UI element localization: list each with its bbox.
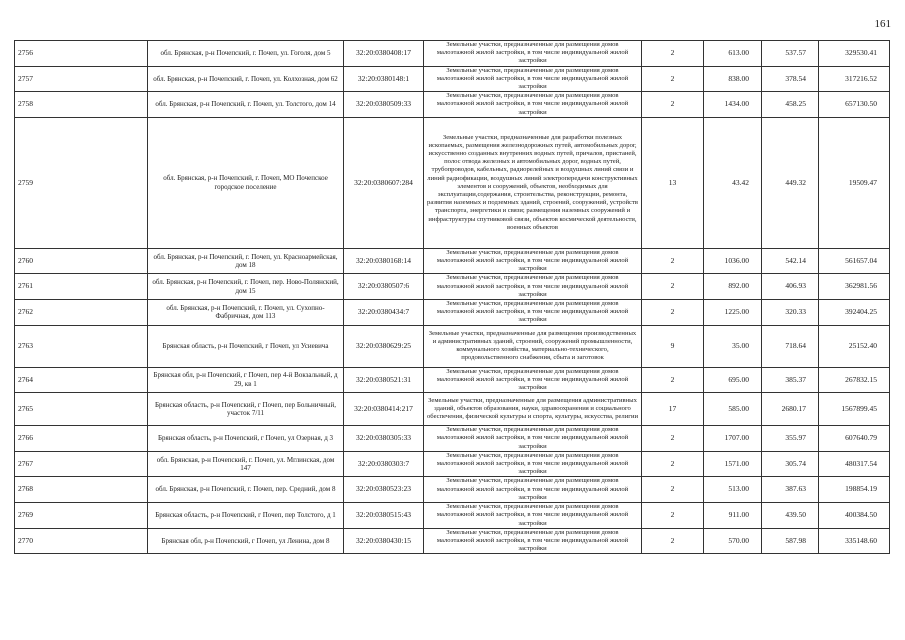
cell-address: Брянская область, р-н Почепский, г Почеп, ул Озерная, д 3 [148,426,344,452]
cell-address: обл. Брянская, р-н Почепский, г. Почеп, МО Почепское городское поселение [148,117,344,248]
cell-cadastral-number: 32:20:0380430:15 [344,528,424,554]
cell-number: 2758 [15,92,148,118]
cell-area: 1225.00 [704,300,762,326]
cell-land-use: Земельные участки, предназначенные для размещения домов малоэтажной жилой застройки, в том числе индивидуальной жилой застройки [424,92,642,118]
cell-land-use: Земельные участки, предназначенные для размещения домов малоэтажной жилой застройки, в том числе индивидуальной жилой застройки [424,367,642,393]
cell-cadastral-value: 607640.79 [819,426,890,452]
cell-area: 35.00 [704,325,762,367]
table-row [15,248,890,274]
cell-group: 2 [642,451,704,477]
cell-cadastral-number: 32:20:0380305:33 [344,426,424,452]
cell-number: 2763 [15,325,148,367]
cell-group: 2 [642,300,704,326]
cell-cadastral-value: 1567899.45 [819,393,890,426]
table-row [15,528,890,554]
cell-address: Брянская область, р-н Почепский, г Почеп, ул Усиевича [148,325,344,367]
cell-cadastral-number: 32:20:0380521:31 [344,367,424,393]
cell-cadastral-value: 392404.25 [819,300,890,326]
cell-rate: 305.74 [762,451,819,477]
cell-area: 1434.00 [704,92,762,118]
cell-land-use: Земельные участки, предназначенные для размещения домов малоэтажной жилой застройки, в том числе индивидуальной жилой застройки [424,274,642,300]
cell-rate: 439.50 [762,503,819,529]
cell-group: 17 [642,393,704,426]
cell-land-use: Земельные участки, предназначенные для размещения производственных и административных зданий, строений, сооружений промышленности, коммунального хозяйства, материально-технического, продовольственного снабжения, сбыта и заготовок [424,325,642,367]
cell-cadastral-value: 329530.41 [819,41,890,67]
cell-rate: 385.37 [762,367,819,393]
cell-rate: 537.57 [762,41,819,67]
cell-number: 2769 [15,503,148,529]
table-row [15,117,890,248]
cell-address: обл. Брянская, р-н Почепский, г. Почеп, пер. Ново-Полянский, дом 15 [148,274,344,300]
cell-land-use: Земельные участки, предназначенные для размещения домов малоэтажной жилой застройки, в том числе индивидуальной жилой застройки [424,503,642,529]
table-row [15,92,890,118]
cell-land-use: Земельные участки, предназначенные для разработки полезных ископаемых, размещения железнодорожных путей, автомобильных дорог, искусственно созданных внутренних водных путей, причалов, пристаней, полос отвода железных и автомобильных дорог, водных путей, трубопроводов, кабельных, радиорелейных и воздушных линий связи и линий радиофикации, воздушных линий электропередачи конструктивных элементов и сооружений, объектов, необходимых для эксплуатации,содержания, строительства, реконструкции, ремонта, развития наземных и подземных зданий, строений, сооружений, устройств транспорта, энергетики и связи; размещения наземных сооружений и инфраструктуры спутниковой связи, объектов космической деятельности, военных объектов [424,117,642,248]
cell-cadastral-value: 362981.56 [819,274,890,300]
cell-land-use: Земельные участки, предназначенные для размещения домов малоэтажной жилой застройки, в том числе индивидуальной жилой застройки [424,248,642,274]
table-row [15,393,890,426]
cell-cadastral-value: 400384.50 [819,503,890,529]
cell-address: обл. Брянская, р-н Почепский, г. Почеп, ул. Колхозная, дом 62 [148,66,344,92]
table-row [15,41,890,67]
cell-address: Брянская область, р-н Почепский, г Почеп, пер Толстого, д 1 [148,503,344,529]
table-row [15,367,890,393]
cell-area: 1036.00 [704,248,762,274]
cell-cadastral-number: 32:20:0380629:25 [344,325,424,367]
cadastral-value-table [14,40,890,554]
table-row [15,426,890,452]
cell-cadastral-value: 267832.15 [819,367,890,393]
cell-address: Брянская область, р-н Почепский, г Почеп, пер Больничный, участок 7/11 [148,393,344,426]
cell-area: 1707.00 [704,426,762,452]
cell-rate: 542.14 [762,248,819,274]
cell-number: 2762 [15,300,148,326]
cell-cadastral-number: 32:20:0380303:7 [344,451,424,477]
cell-rate: 587.98 [762,528,819,554]
cell-address: обл. Брянская, р-н Почепский, г. Почеп, пер. Средний, дом 8 [148,477,344,503]
cell-area: 570.00 [704,528,762,554]
cell-cadastral-value: 335148.60 [819,528,890,554]
cell-area: 513.00 [704,477,762,503]
cell-group: 2 [642,41,704,67]
cell-cadastral-number: 32:20:0380168:14 [344,248,424,274]
cell-number: 2765 [15,393,148,426]
cell-cadastral-value: 561657.04 [819,248,890,274]
cell-address: обл. Брянская, р-н Почепский, г. Почеп, ул. Гоголя, дом 5 [148,41,344,67]
cell-area: 695.00 [704,367,762,393]
cell-cadastral-number: 32:20:0380507:6 [344,274,424,300]
page-number: 161 [874,18,891,30]
table-body [15,41,890,554]
cell-cadastral-value: 657130.50 [819,92,890,118]
cell-address: обл. Брянская, р-н Почепский, г. Почеп, ул. Мглинская, дом 147 [148,451,344,477]
cell-rate: 387.63 [762,477,819,503]
cell-cadastral-value: 198854.19 [819,477,890,503]
cell-cadastral-value: 19509.47 [819,117,890,248]
cell-number: 2768 [15,477,148,503]
cell-rate: 320.33 [762,300,819,326]
cell-group: 2 [642,274,704,300]
cell-number: 2766 [15,426,148,452]
cell-number: 2760 [15,248,148,274]
cell-cadastral-value: 25152.40 [819,325,890,367]
table-row [15,451,890,477]
cell-number: 2770 [15,528,148,554]
cell-address: обл. Брянская, р-н Почепский, г. Почеп, ул. Красноармейская, дом 18 [148,248,344,274]
cell-group: 2 [642,367,704,393]
table-row [15,477,890,503]
table-row [15,274,890,300]
cell-address: обл. Брянская, р-н Почепский, г. Почеп, ул. Сухопно-Фабричная, дом 113 [148,300,344,326]
cell-area: 585.00 [704,393,762,426]
cell-rate: 406.93 [762,274,819,300]
cell-land-use: Земельные участки, предназначенные для размещения домов малоэтажной жилой застройки, в том числе индивидуальной жилой застройки [424,66,642,92]
cell-cadastral-value: 317216.52 [819,66,890,92]
cell-rate: 2680.17 [762,393,819,426]
cell-number: 2759 [15,117,148,248]
cell-group: 9 [642,325,704,367]
cell-land-use: Земельные участки, предназначенные для размещения домов малоэтажной жилой застройки, в том числе индивидуальной жилой застройки [424,300,642,326]
cell-area: 838.00 [704,66,762,92]
table-row [15,325,890,367]
cell-rate: 449.32 [762,117,819,248]
cell-address: обл. Брянская, р-н Почепский, г. Почеп, ул. Толстого, дом 14 [148,92,344,118]
cell-address: Брянская обл, р-н Почепский, г Почеп, пер 4-й Вокзальный, д 29, кв 1 [148,367,344,393]
cell-group: 2 [642,503,704,529]
table-row [15,300,890,326]
cell-cadastral-number: 32:20:0380607:284 [344,117,424,248]
cell-rate: 355.97 [762,426,819,452]
cell-group: 2 [642,92,704,118]
cell-land-use: Земельные участки, предназначенные для размещения домов малоэтажной жилой застройки, в том числе индивидуальной жилой застройки [424,426,642,452]
cell-group: 13 [642,117,704,248]
cell-address: Брянская обл, р-н Почепский, г Почеп, ул Ленина, дом 8 [148,528,344,554]
cell-land-use: Земельные участки, предназначенные для размещения домов малоэтажной жилой застройки, в том числе индивидуальной жилой застройки [424,41,642,67]
cell-cadastral-number: 32:20:0380515:43 [344,503,424,529]
cell-number: 2761 [15,274,148,300]
cell-area: 613.00 [704,41,762,67]
cell-number: 2764 [15,367,148,393]
cell-cadastral-number: 32:20:0380414:217 [344,393,424,426]
cell-group: 2 [642,248,704,274]
table-row [15,66,890,92]
table-row [15,503,890,529]
cell-land-use: Земельные участки, предназначенные для размещения домов малоэтажной жилой застройки, в том числе индивидуальной жилой застройки [424,477,642,503]
cell-number: 2767 [15,451,148,477]
cell-group: 2 [642,66,704,92]
cell-land-use: Земельные участки, предназначенные для размещения административных зданий, объектов образования, науки, здравоохранения и социального обеспечения, физической культуры и спорта, культуры, искусства, религии [424,393,642,426]
cell-cadastral-number: 32:20:0380434:7 [344,300,424,326]
cell-cadastral-value: 480317.54 [819,451,890,477]
cell-cadastral-number: 32:20:0380148:1 [344,66,424,92]
cell-rate: 378.54 [762,66,819,92]
cell-rate: 458.25 [762,92,819,118]
cell-group: 2 [642,528,704,554]
cell-rate: 718.64 [762,325,819,367]
cell-group: 2 [642,426,704,452]
cell-group: 2 [642,477,704,503]
cell-area: 892.00 [704,274,762,300]
cell-cadastral-number: 32:20:0380408:17 [344,41,424,67]
cell-area: 1571.00 [704,451,762,477]
cell-land-use: Земельные участки, предназначенные для размещения домов малоэтажной жилой застройки, в том числе индивидуальной жилой застройки [424,528,642,554]
cell-number: 2757 [15,66,148,92]
cell-area: 911.00 [704,503,762,529]
cell-cadastral-number: 32:20:0380509:33 [344,92,424,118]
cell-land-use: Земельные участки, предназначенные для размещения домов малоэтажной жилой застройки, в том числе индивидуальной жилой застройки [424,451,642,477]
cell-area: 43.42 [704,117,762,248]
cell-cadastral-number: 32:20:0380523:23 [344,477,424,503]
cell-number: 2756 [15,41,148,67]
